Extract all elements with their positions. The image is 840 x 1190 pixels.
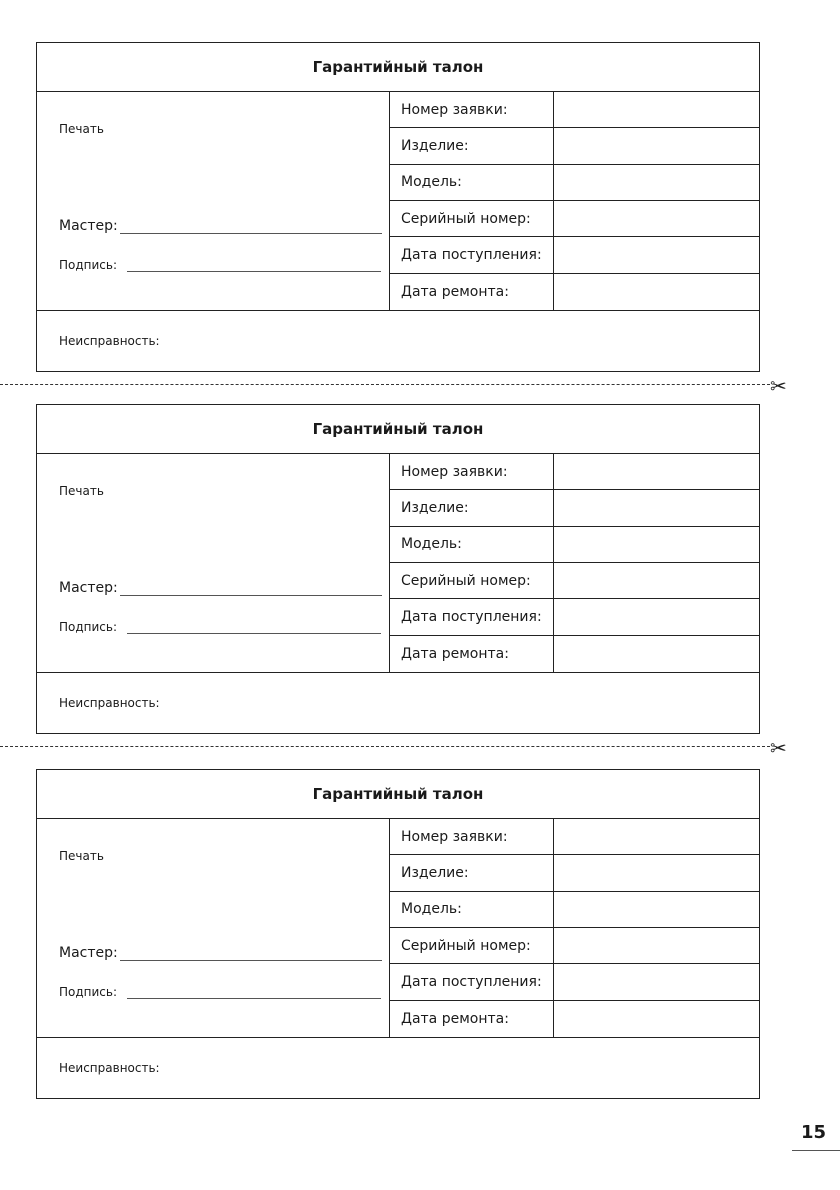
serial-number-label: Серийный номер: (390, 928, 554, 963)
page-number-underline (792, 1150, 840, 1151)
signature-field[interactable] (59, 985, 381, 999)
received-date-field[interactable] (554, 964, 759, 999)
page-number: 15 (800, 1122, 826, 1143)
repair-date-label: Дата ремонта: (390, 274, 554, 310)
warranty-coupon-3 (36, 769, 760, 1099)
coupon-title: Гарантийный талон (37, 43, 759, 92)
model-field[interactable] (554, 165, 759, 200)
product-label: Изделие: (390, 855, 554, 890)
master-field[interactable] (59, 945, 382, 961)
serial-number-field[interactable] (554, 201, 759, 236)
received-date-label: Дата поступления: (390, 599, 554, 634)
model-label: Модель: (390, 527, 554, 562)
product-field[interactable] (554, 855, 759, 890)
scissors-icon: ✂ (770, 736, 787, 760)
order-number-field[interactable] (554, 819, 759, 854)
warranty-coupon-2 (36, 404, 760, 734)
repair-date-label: Дата ремонта: (390, 1001, 554, 1037)
repair-date-label: Дата ремонта: (390, 636, 554, 672)
coupon-title: Гарантийный талон (37, 770, 759, 819)
stamp-label: Печать (59, 122, 104, 136)
serial-number-field[interactable] (554, 928, 759, 963)
defect-label: Неисправность: (59, 334, 160, 348)
signature-field[interactable] (59, 258, 381, 272)
defect-label: Неисправность: (59, 1061, 160, 1075)
repair-date-field[interactable] (554, 636, 759, 672)
order-number-field[interactable] (554, 454, 759, 489)
product-field[interactable] (554, 490, 759, 525)
product-label: Изделие: (390, 128, 554, 163)
received-date-label: Дата поступления: (390, 964, 554, 999)
serial-number-label: Серийный номер: (390, 201, 554, 236)
product-label: Изделие: (390, 490, 554, 525)
cut-line-2 (0, 746, 770, 747)
cut-line-1 (0, 384, 770, 385)
serial-number-field[interactable] (554, 563, 759, 598)
product-field[interactable] (554, 128, 759, 163)
master-field[interactable] (59, 218, 382, 234)
signature-label: Подпись: (59, 620, 118, 634)
signature-line[interactable] (127, 258, 381, 272)
repair-date-field[interactable] (554, 1001, 759, 1037)
master-line[interactable] (120, 946, 382, 961)
defect-field[interactable] (37, 311, 759, 371)
order-number-field[interactable] (554, 92, 759, 127)
defect-field[interactable] (37, 673, 759, 733)
received-date-field[interactable] (554, 599, 759, 634)
model-label: Модель: (390, 892, 554, 927)
master-label: Мастер: (59, 580, 118, 596)
model-label: Модель: (390, 165, 554, 200)
coupon-title: Гарантийный талон (37, 405, 759, 454)
scissors-icon: ✂ (770, 374, 787, 398)
master-line[interactable] (120, 581, 382, 596)
defect-label: Неисправность: (59, 696, 160, 710)
order-number-label: Номер заявки: (390, 92, 554, 127)
stamp-label: Печать (59, 484, 104, 498)
master-field[interactable] (59, 580, 382, 596)
master-label: Мастер: (59, 218, 118, 234)
received-date-field[interactable] (554, 237, 759, 272)
signature-field[interactable] (59, 620, 381, 634)
serial-number-label: Серийный номер: (390, 563, 554, 598)
signature-line[interactable] (127, 985, 381, 999)
signature-label: Подпись: (59, 258, 118, 272)
warranty-coupon-1 (36, 42, 760, 372)
model-field[interactable] (554, 892, 759, 927)
master-line[interactable] (120, 219, 382, 234)
received-date-label: Дата поступления: (390, 237, 554, 272)
defect-field[interactable] (37, 1038, 759, 1098)
signature-line[interactable] (127, 620, 381, 634)
repair-date-field[interactable] (554, 274, 759, 310)
order-number-label: Номер заявки: (390, 819, 554, 854)
signature-label: Подпись: (59, 985, 118, 999)
master-label: Мастер: (59, 945, 118, 961)
order-number-label: Номер заявки: (390, 454, 554, 489)
model-field[interactable] (554, 527, 759, 562)
stamp-label: Печать (59, 849, 104, 863)
